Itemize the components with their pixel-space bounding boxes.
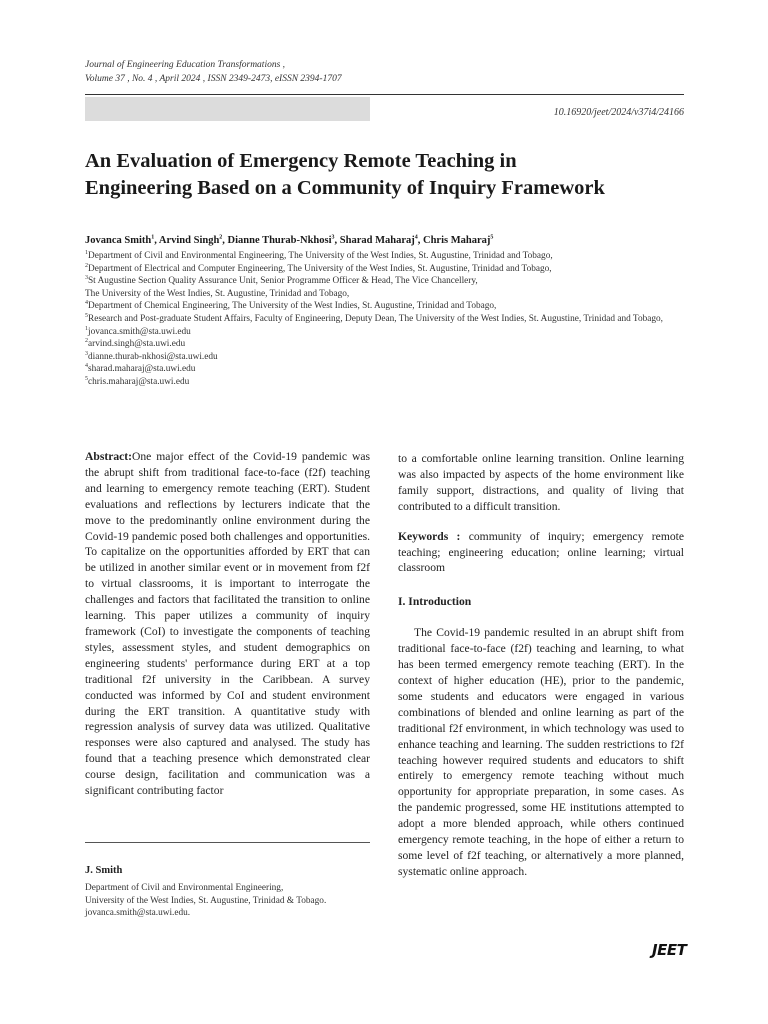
affiliation: $^4$Department of Chemical Engineering, The University of the West Indies, St. Augustine, Trinidad and Tobago, [85, 300, 497, 312]
paper-title [85, 148, 685, 202]
affiliation: $^1$Department of Civil and Environmental Engineering, The University of the West Indies, St. Augustine, Trinidad and Tobago, [85, 249, 553, 261]
header-gray-bar [85, 97, 370, 121]
abstract-label: Abstract: [85, 450, 133, 463]
author: Jovanca Smith$^1$ [85, 234, 155, 246]
section-heading-introduction: I. Introduction [398, 595, 472, 609]
introduction-text: The Covid-19 pandemic resulted in an abrupt shift from traditional face-to-face (f2f) teaching and learning, to what has been termed emergency remote teaching (ERT). In the context of higher education (HE), prior to the pandemic, some students and educators were engaged in various combinations of blended and online learning as part of the traditional f2f environment, in which technology was used to enhance teaching and learning. The sudden restrictions to f2f teaching however required students and educators to shift entirely to emergency remote teaching without much opportunity for appropriate preparation, in some cases. As the pandemic progressed, some HE institutions attempted to adopt a more blended approach, while others continued emergency remote teaching, in the hope of either a return to some level of f2f teaching, or alternatively a more planned, systematic online approach. [398, 626, 684, 878]
email[interactable]: $^2$arvind.singh@sta.uwi.edu [85, 338, 186, 350]
keywords [398, 529, 684, 577]
header-rule [85, 94, 684, 95]
email[interactable]: $^4$sharad.maharaj@sta.uwi.edu [85, 363, 196, 375]
footnote-rule [85, 842, 370, 843]
left-column [85, 449, 370, 799]
corresponding-email[interactable]: jovanca.smith@sta.uwi.edu. [85, 908, 191, 919]
abstract-text: One major effect of the Covid-19 pandemic was the abrupt shift from traditional face-to-face (f2f) teaching and learning to emergency remote teaching (ERT). Student evaluations and reflections by lecturers indicate that the move to the predominantly online environment during the Covid-19 pandemic posed both challenges and opportunities. To capitalize on the opportunities afforded by ERT that can be utilized in another similar event or in movement from f2f to virtual classrooms, it is important to interrogate the challenges and factors that facilitated the transition to online learning. This paper utilizes a community of inquiry framework (CoI) to investigate the components of teaching styles, assessment styles, and student demographics on engineering students' performance during ERT at a top traditional f2f university in the Caribbean. A survey conducted was informed by CoI and student environment during the ERT transition. A quantitative study with regression analysis of survey data was utilized. Qualitative responses were also captured and analysed. The study has found that a teaching presence which demonstrated clear course design, facilitation and communication was a significant contributing factor [85, 450, 370, 798]
corresponding-author-affiliation: Department of Civil and Environmental Engineering, University of the West Indies, St. Augustine, Trinidad & Tobago. jovanca.smith@sta.uwi.edu. [85, 883, 327, 919]
affiliations [85, 250, 685, 389]
email[interactable]: $^5$chris.maharaj@sta.uwi.edu [85, 375, 190, 387]
author: Dianne Thurab-Nkhosi$^3$ [227, 234, 335, 246]
title-line-1: An Evaluation of Emergency Remote Teaching in [85, 150, 517, 172]
abstract-continued: to a comfortable online learning transition. Online learning was also impacted by aspects of the home environment like family support, distractions, and quality of living that contributed to a difficult transition. [398, 452, 684, 513]
journal-header [85, 58, 342, 86]
volume-info: Volume 37 , No. 4 , April 2024 , ISSN 2349-2473, eISSN 2394-1707 [85, 74, 342, 84]
affiliation: $^5$Research and Post-graduate Student Affairs, Faculty of Engineering, Deputy Dean, The University of the West Indies, St. Augustine, Trinidad and Tobago, [85, 312, 663, 324]
jeet-logo: JEET [652, 941, 687, 959]
email[interactable]: $^1$jovanca.smith@sta.uwi.edu [85, 325, 191, 337]
abstract [85, 449, 370, 799]
affiliation: The University of the West Indies, St. Augustine, Trinidad and Tobago, [85, 288, 350, 299]
journal-name: Journal of Engineering Education Transformations , [85, 60, 286, 70]
author: Arvind Singh$^2$ [158, 234, 223, 246]
keywords-text: community of inquiry; emergency remote teaching; engineering education; online learning; virtual classroom [398, 529, 684, 575]
affiliation: $^2$Department of Electrical and Computer Engineering, The University of the West Indies, St. Augustine, Trinidad and Tobago, [85, 262, 552, 274]
affiliation: $^3$St Augustine Section Quality Assurance Unit, Senior Programme Officer & Head, The Vice Chancellery, [85, 275, 478, 287]
email[interactable]: $^3$dianne.thurab-nkhosi@sta.uwi.edu [85, 350, 218, 362]
author: Chris Maharaj$^5$ [423, 234, 494, 246]
author: Sharad Maharaj$^4$ [339, 234, 418, 246]
corresponding-author-name: J. Smith [85, 865, 123, 876]
right-column [398, 451, 684, 880]
keywords-label: Keywords : [398, 529, 461, 543]
doi[interactable]: 10.16920/jeet/2024/v37i4/24166 [553, 107, 684, 118]
title-line-2: Engineering Based on a Community of Inquiry Framework [85, 177, 605, 199]
author-list: Jovanca Smith$^1$, Arvind Singh$^2$, Dianne Thurab-Nkhosi$^3$, Sharad Maharaj$^4$, Chris Maharaj$^5$ [85, 234, 494, 246]
